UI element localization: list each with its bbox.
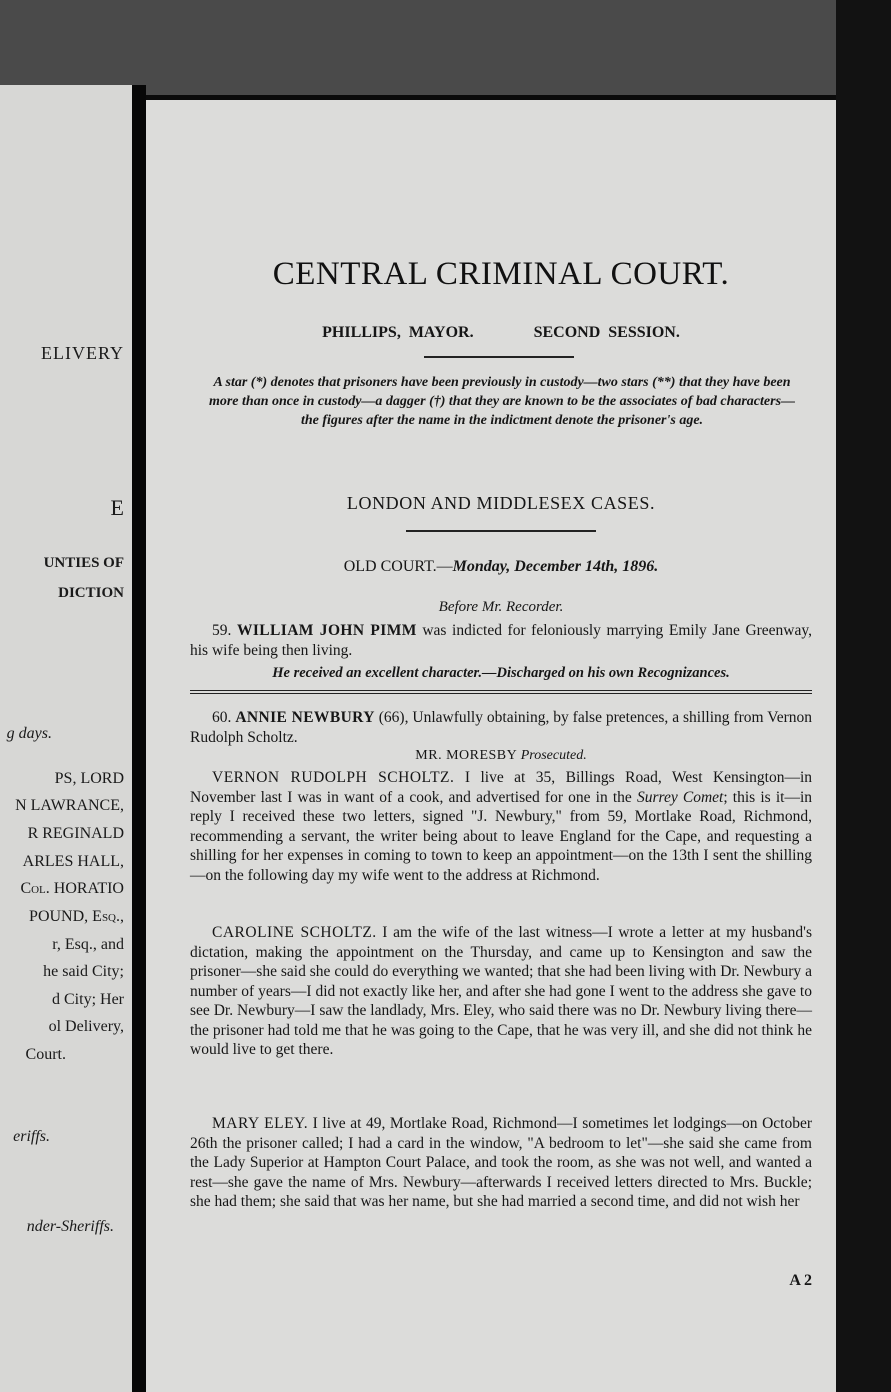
- custody-key-note: A star (*) denotes that prisoners have been previously in custody—two stars (**) that they have been more than once in custody—a dagger (†) that they are known to be the associates of bad characters—the figures after the name in the indictment denote the prisoner's age.: [208, 375, 796, 428]
- case-60: [190, 708, 812, 747]
- case-text: (66), Unlawfully obtaining, by false pretences, a shilling from Vernon Rudolph Scholtz.: [190, 709, 812, 746]
- left-fragment: DICTION: [58, 585, 124, 601]
- testimony-text: ; this is it—in reply I received these two letters, signed "J. Newbury," from 59, Mortlake Road, Richmond, recommending a servant, the writer being about to leave England for the Cape, and requesting a shilling for her expenses in coming to town to keep an appointment—on the 13th I sent the shilling—on the following day my wife went to the address at Richmond.: [190, 788, 813, 884]
- left-fragment: UNTIES OF: [43, 555, 124, 571]
- divider: [424, 356, 574, 358]
- court-name: OLD COURT.—: [343, 558, 453, 575]
- signature-mark: A 2: [789, 1272, 812, 1289]
- case-text: was indicted for feloniously marrying Emily Jane Greenway, his wife being then living.: [190, 622, 812, 659]
- testimony-text: I live at 35, Billings Road, West Kensington—in November last I was in want of a cook, and advertised for one in the: [190, 769, 812, 806]
- case-number: 59.: [212, 622, 232, 639]
- mayor-label: PHILLIPS, MAYOR.: [322, 324, 474, 341]
- court-date: Monday, December 14th, 1896.: [452, 558, 659, 575]
- left-fragment: PS, LORD: [54, 770, 124, 787]
- left-fragment: ELIVERY: [41, 343, 124, 363]
- prosecution-line: [190, 748, 812, 764]
- left-fragment: R REGINALD: [27, 825, 124, 842]
- case-59: [190, 621, 812, 660]
- prosecutor-name: MR. MORESBY: [415, 748, 518, 763]
- left-fragment: Court.: [25, 1046, 66, 1063]
- left-page: [0, 85, 132, 1392]
- page-title: CENTRAL CRIMINAL COURT.: [272, 256, 730, 292]
- left-fragment: r, Esq., and: [52, 936, 124, 953]
- testimony-text: I am the wife of the last witness—I wrote a letter at my husband's dictation, making the appointment on the Thursday, and came up to Kensington and saw the prisoner—she said she could do everything we wanted; that she had been living with Dr. Newbury a number of years—I did not exactly like her, and after she had gone I went to the address she gave to see Dr. Newbury—I saw the landlady, Mrs. Eley, who said there was no Dr. Newbury living there—the prisoner had told me that he was going to the Cape, that he was very ill, and she did not think he would live to get there.: [190, 924, 812, 1058]
- left-fragment: N LAWRANCE,: [15, 797, 124, 814]
- case-number: 60.: [212, 709, 232, 726]
- scan-background: [0, 0, 891, 95]
- scan-edge: [836, 0, 891, 1392]
- left-fragment: eriffs.: [13, 1128, 50, 1145]
- left-fragment: he said City;: [43, 963, 124, 980]
- session-line: [190, 324, 812, 342]
- prosecuted-label: Prosecuted.: [517, 748, 587, 763]
- left-fragment: POUND, Esq.,: [29, 908, 124, 925]
- divider: [190, 690, 812, 691]
- witness-name: VERNON RUDOLPH SCHOLTZ.: [212, 769, 455, 786]
- witness-name: CAROLINE SCHOLTZ.: [212, 924, 377, 941]
- left-fragment: E: [110, 495, 124, 520]
- testimony-caroline-scholtz: [190, 923, 812, 1060]
- witness-name: MARY ELEY.: [212, 1115, 309, 1132]
- right-page: [146, 100, 836, 1392]
- defendant-name: ANNIE NEWBURY: [235, 709, 375, 726]
- left-fragment: g days.: [6, 725, 52, 742]
- left-fragment: Col. HORATIO: [20, 880, 124, 897]
- section-title: LONDON AND MIDDLESEX CASES.: [346, 493, 656, 513]
- defendant-name: WILLIAM JOHN PIMM: [236, 622, 417, 639]
- testimony-text: I live at 49, Mortlake Road, Richmond—I sometimes let lodgings—on October 26th the prisoner called; I had a card in the window, "A bedroom to let"—she said she came from the Lady Superior at Hampton Court Palace, and took the room, as she was not well, and wanted a rest—she gave the name of Mrs. Newbury—afterwards I received letters directed to Mrs. Buckle; she had them; she said that was her name, but she had married a second time, and did not wish her: [190, 1115, 812, 1210]
- divider: [406, 530, 596, 532]
- left-fragment: ARLES HALL,: [22, 853, 124, 870]
- newspaper-name: Surrey Comet: [636, 788, 724, 806]
- book-gutter: [132, 85, 146, 1392]
- session-label: SECOND SESSION.: [533, 324, 680, 341]
- presiding-judge: Before Mr. Recorder.: [438, 599, 564, 615]
- court-date-line: [190, 558, 812, 576]
- left-fragment: d City; Her: [52, 991, 124, 1008]
- left-fragment: nder-Sheriffs.: [26, 1218, 114, 1235]
- divider: [190, 693, 812, 694]
- testimony-mary-eley: [190, 1114, 812, 1212]
- testimony-scholtz: [190, 768, 812, 885]
- case-59-verdict: He received an excellent character.—Discharged on his own Recognizances.: [272, 665, 730, 681]
- left-fragment: ol Delivery,: [48, 1018, 124, 1035]
